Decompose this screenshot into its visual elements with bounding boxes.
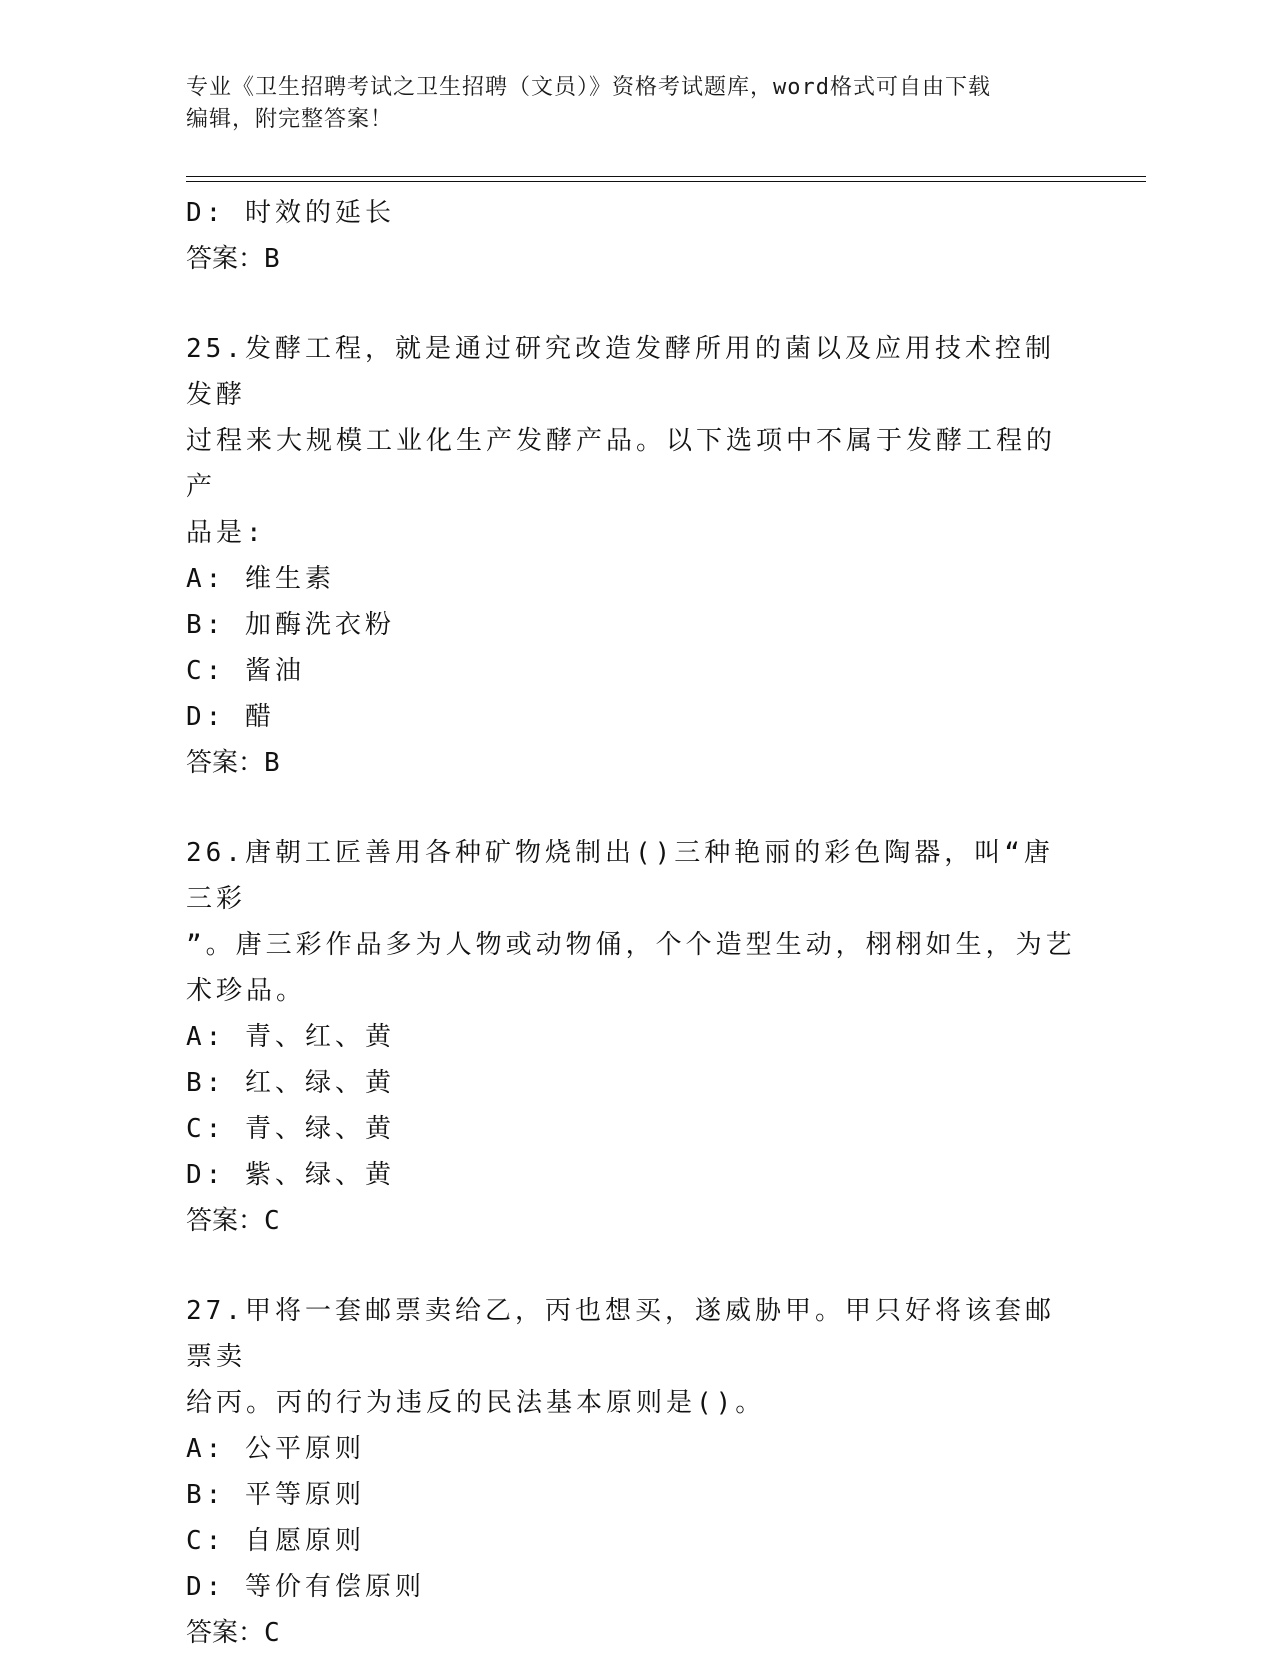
page-header xyxy=(186,72,1076,136)
option-c: C: 酱油 xyxy=(186,656,305,686)
question-27 xyxy=(186,1288,1076,1656)
document-body xyxy=(186,190,1076,1656)
header-double-rule xyxy=(186,176,1146,182)
answer-label: 答案： xyxy=(186,1618,265,1648)
option-b: B: 加酶洗衣粉 xyxy=(186,610,395,640)
spacer xyxy=(186,1244,1076,1288)
option-d: D: 紫、绿、黄 xyxy=(186,1160,395,1190)
option-d: D: 等价有偿原则 xyxy=(186,1572,425,1602)
question-stem-line: 27.甲将一套邮票卖给乙，丙也想买，遂威胁甲。甲只好将该套邮票卖 xyxy=(186,1296,1055,1372)
option-a: A: 维生素 xyxy=(186,564,335,594)
question-stem-line: ”。唐三彩作品多为人物或动物俑，个个造型生动，栩栩如生，为艺 xyxy=(186,930,1076,960)
option-b: B: 红、绿、黄 xyxy=(186,1068,395,1098)
header-line-2: 编辑，附完整答案！ xyxy=(186,107,394,132)
question-26 xyxy=(186,830,1076,1244)
question-stem-line: 品是: xyxy=(186,518,266,548)
option-a: A: 青、红、黄 xyxy=(186,1022,395,1052)
answer-label: 答案： xyxy=(186,244,265,274)
question-stem-line: 过程来大规模工业化生产发酵产品。以下选项中不属于发酵工程的产 xyxy=(186,426,1057,502)
answer-line xyxy=(186,1198,1076,1244)
answer-value: C xyxy=(264,1206,280,1236)
option-b: B: 平等原则 xyxy=(186,1480,365,1510)
question-stem-line: 26.唐朝工匠善用各种矿物烧制出()三种艳丽的彩色陶器，叫“唐三彩 xyxy=(186,838,1054,914)
answer-label: 答案： xyxy=(186,748,265,778)
question-stem-line: 25.发酵工程，就是通过研究改造发酵所用的菌以及应用技术控制发酵 xyxy=(186,334,1055,410)
option-a: A: 公平原则 xyxy=(186,1434,365,1464)
spacer xyxy=(186,786,1076,830)
question-stem-line: 术珍品。 xyxy=(186,976,307,1006)
answer-label: 答案： xyxy=(186,1206,265,1236)
answer-value: C xyxy=(264,1618,280,1648)
answer-value: B xyxy=(264,748,280,778)
question-24-tail xyxy=(186,190,1076,282)
question-25 xyxy=(186,326,1076,786)
option-d: D: 醋 xyxy=(186,702,275,732)
answer-line xyxy=(186,236,1076,282)
spacer xyxy=(186,282,1076,326)
question-stem-line: 给丙。丙的行为违反的民法基本原则是()。 xyxy=(186,1388,766,1418)
answer-line xyxy=(186,1610,1076,1656)
option-c: C: 青、绿、黄 xyxy=(186,1114,395,1144)
answer-value: B xyxy=(264,244,280,274)
header-line-1: 专业《卫生招聘考试之卫生招聘（文员）》资格考试题库，word格式可自由下载 xyxy=(186,75,991,100)
answer-line xyxy=(186,740,1076,786)
option-c: C: 自愿原则 xyxy=(186,1526,365,1556)
option-d: D: 时效的延长 xyxy=(186,198,395,228)
